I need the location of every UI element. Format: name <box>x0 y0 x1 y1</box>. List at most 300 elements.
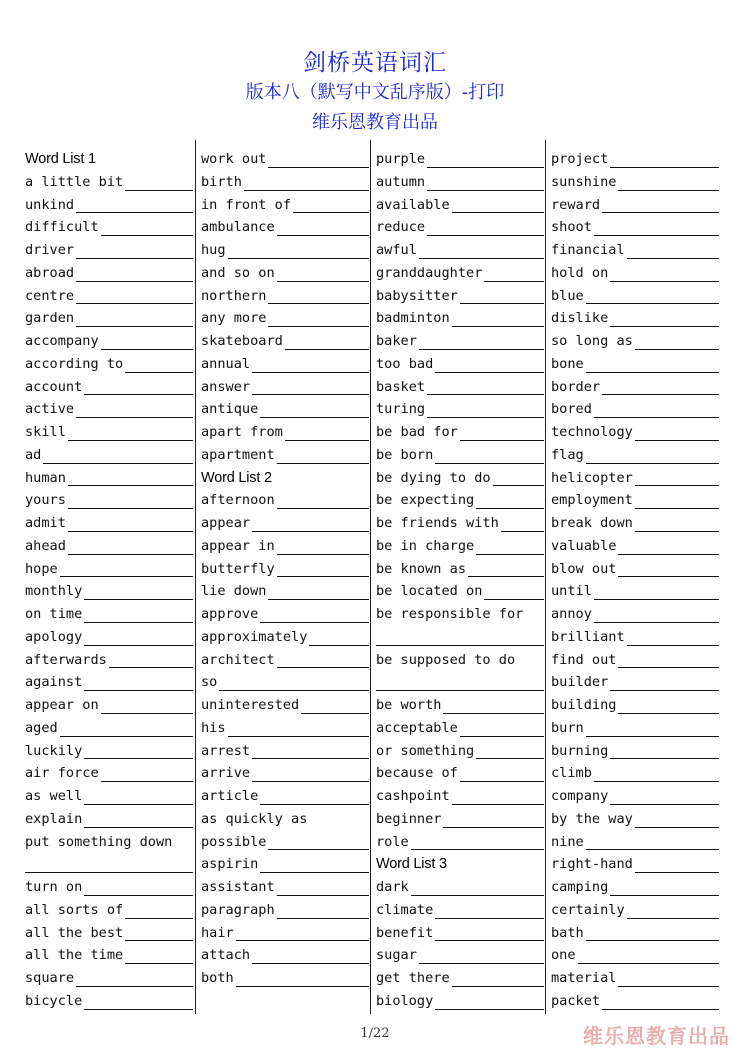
answer-blank[interactable] <box>443 697 544 714</box>
answer-blank[interactable] <box>460 720 544 737</box>
word-text: put something down <box>25 833 173 850</box>
word-row <box>551 467 719 490</box>
word-row <box>551 694 719 717</box>
answer-blank[interactable] <box>60 560 193 577</box>
answer-blank[interactable] <box>277 651 369 668</box>
word-row <box>25 831 193 854</box>
answer-blank[interactable] <box>76 196 193 213</box>
answer-blank[interactable] <box>43 447 193 464</box>
word-row <box>201 285 369 308</box>
word-row <box>376 876 544 899</box>
word-text: active <box>25 401 75 418</box>
answer-blank[interactable] <box>84 811 193 828</box>
answer-blank[interactable] <box>277 265 369 282</box>
word-text: luckily <box>25 742 83 759</box>
answer-blank[interactable] <box>594 401 719 418</box>
word-row <box>25 558 193 581</box>
word-row <box>376 194 544 217</box>
word-row <box>551 330 719 353</box>
word-row <box>25 626 193 649</box>
word-text: northern <box>201 287 267 304</box>
word-row <box>25 694 193 717</box>
answer-blank[interactable] <box>76 970 193 987</box>
word-text: because of <box>376 765 458 782</box>
answer-blank[interactable] <box>252 765 369 782</box>
answer-blank[interactable] <box>427 174 544 191</box>
answer-blank[interactable] <box>618 538 719 555</box>
answer-blank[interactable] <box>84 378 193 395</box>
answer-blank[interactable] <box>460 765 544 782</box>
answer-blank[interactable] <box>618 560 719 577</box>
word-text: reward <box>551 196 601 213</box>
answer-blank[interactable] <box>578 947 719 964</box>
answer-blank[interactable] <box>285 424 369 441</box>
answer-blank[interactable] <box>84 583 193 600</box>
answer-blank[interactable] <box>76 265 193 282</box>
word-row <box>201 603 369 626</box>
answer-blank[interactable] <box>125 356 193 373</box>
word-row <box>201 580 369 603</box>
word-row <box>376 558 544 581</box>
word-columns <box>20 140 725 1014</box>
answer-blank[interactable] <box>586 833 719 850</box>
word-text: climb <box>551 765 592 782</box>
answer-blank[interactable] <box>277 879 369 896</box>
answer-blank[interactable] <box>125 174 193 191</box>
answer-blank[interactable] <box>411 833 544 850</box>
word-text: blow out <box>551 560 617 577</box>
answer-blank[interactable] <box>68 469 193 486</box>
answer-blank[interactable] <box>228 720 369 737</box>
word-text: find out <box>551 651 617 668</box>
word-text: centre <box>25 287 75 304</box>
word-text: hair <box>201 924 234 941</box>
word-text: burning <box>551 742 609 759</box>
answer-blank[interactable] <box>376 674 544 691</box>
answer-blank[interactable] <box>427 151 544 168</box>
answer-blank[interactable] <box>586 924 719 941</box>
word-text: square <box>25 970 75 986</box>
word-text: as quickly as <box>201 810 308 827</box>
page-title: 剑桥英语词汇 <box>303 50 447 76</box>
answer-blank[interactable] <box>635 856 719 873</box>
word-text: technology <box>551 424 633 440</box>
word-text: biology <box>376 992 434 1009</box>
answer-blank[interactable] <box>268 833 369 850</box>
answer-blank[interactable] <box>476 538 544 555</box>
answer-blank[interactable] <box>419 947 544 964</box>
word-row <box>551 876 719 899</box>
word-text: be dying to do <box>376 469 491 486</box>
answer-blank[interactable] <box>610 674 719 691</box>
word-row <box>201 171 369 194</box>
word-row <box>25 603 193 626</box>
answer-blank[interactable] <box>452 310 544 327</box>
word-text: appear <box>201 515 251 531</box>
word-column-3 <box>370 140 545 1014</box>
answer-blank[interactable] <box>635 492 719 509</box>
answer-blank[interactable] <box>252 356 369 373</box>
answer-blank[interactable] <box>277 447 369 464</box>
word-text: arrest <box>201 742 251 759</box>
word-text: bone <box>551 355 584 372</box>
word-text: as well <box>25 788 83 804</box>
answer-blank[interactable] <box>618 970 719 987</box>
word-row <box>201 558 369 581</box>
answer-blank[interactable] <box>586 720 719 737</box>
word-text: be bad for <box>376 424 458 440</box>
word-text: certainly <box>551 901 625 918</box>
word-text: building <box>551 697 617 713</box>
word-row <box>25 717 193 740</box>
word-text: article <box>201 788 259 804</box>
answer-blank[interactable] <box>618 651 719 668</box>
word-text: butterfly <box>201 560 275 577</box>
answer-blank[interactable] <box>435 447 544 464</box>
answer-blank[interactable] <box>627 242 719 259</box>
answer-blank[interactable] <box>252 742 369 759</box>
answer-blank[interactable] <box>419 333 544 350</box>
answer-blank[interactable] <box>84 742 193 759</box>
answer-blank[interactable] <box>219 674 369 691</box>
word-row <box>376 762 544 785</box>
answer-blank[interactable] <box>76 401 193 418</box>
word-text: until <box>551 583 592 600</box>
word-text: and so on <box>201 264 275 281</box>
word-row <box>376 694 544 717</box>
answer-blank[interactable] <box>68 515 193 532</box>
word-row <box>551 922 719 945</box>
word-row <box>25 512 193 535</box>
word-row <box>25 285 193 308</box>
answer-blank[interactable] <box>60 720 193 737</box>
word-text: aged <box>25 719 58 736</box>
word-row <box>551 194 719 217</box>
word-text: all sorts of <box>25 901 124 918</box>
answer-blank[interactable] <box>452 196 544 213</box>
word-row <box>551 853 719 876</box>
word-text: nine <box>551 833 584 850</box>
word-row <box>25 922 193 945</box>
answer-blank[interactable] <box>101 333 193 350</box>
answer-blank[interactable] <box>268 310 369 327</box>
answer-blank[interactable] <box>76 287 193 304</box>
word-text: cashpoint <box>376 788 450 804</box>
answer-blank[interactable] <box>443 811 544 828</box>
answer-blank[interactable] <box>635 424 719 441</box>
word-row <box>551 307 719 330</box>
word-text: ad <box>25 446 42 463</box>
word-text: be supposed to do <box>376 651 516 668</box>
answer-blank[interactable] <box>252 378 369 395</box>
answer-blank[interactable] <box>277 219 369 236</box>
answer-blank[interactable] <box>84 879 193 896</box>
answer-blank[interactable] <box>68 492 193 509</box>
answer-blank[interactable] <box>460 287 544 304</box>
word-row <box>551 285 719 308</box>
word-row <box>201 489 369 512</box>
word-row <box>25 262 193 285</box>
answer-blank[interactable] <box>586 447 719 464</box>
answer-blank[interactable] <box>627 629 719 646</box>
answer-blank[interactable] <box>301 697 369 714</box>
word-text: climate <box>376 901 434 918</box>
word-row <box>551 717 719 740</box>
answer-blank[interactable] <box>476 492 544 509</box>
answer-blank[interactable] <box>452 788 544 805</box>
answer-blank[interactable] <box>610 788 719 805</box>
word-row <box>376 944 544 967</box>
answer-blank[interactable] <box>268 287 369 304</box>
answer-blank[interactable] <box>252 515 369 532</box>
word-text: monthly <box>25 583 83 600</box>
answer-blank[interactable] <box>228 242 369 259</box>
answer-blank[interactable] <box>376 629 544 646</box>
answer-blank[interactable] <box>101 765 193 782</box>
answer-blank[interactable] <box>419 242 544 259</box>
word-row <box>376 603 544 626</box>
word-text: one <box>551 947 576 964</box>
answer-blank[interactable] <box>468 560 544 577</box>
answer-line-row <box>376 626 544 649</box>
answer-blank[interactable] <box>84 993 193 1010</box>
answer-blank[interactable] <box>635 333 719 350</box>
answer-blank[interactable] <box>435 902 544 919</box>
answer-blank[interactable] <box>594 606 719 623</box>
word-row <box>376 467 544 490</box>
answer-blank[interactable] <box>76 242 193 259</box>
word-row <box>551 376 719 399</box>
word-row <box>551 762 719 785</box>
word-row <box>551 944 719 967</box>
word-text: blue <box>551 287 584 304</box>
answer-blank[interactable] <box>268 151 369 168</box>
word-text: be born <box>376 446 434 463</box>
word-row <box>376 398 544 421</box>
word-text: purple <box>376 151 426 167</box>
word-list-title: Word List 1 <box>25 151 96 167</box>
answer-blank[interactable] <box>610 742 719 759</box>
answer-blank[interactable] <box>268 583 369 600</box>
word-text: packet <box>551 992 601 1009</box>
answer-blank[interactable] <box>84 788 193 805</box>
answer-blank[interactable] <box>260 401 369 418</box>
answer-blank[interactable] <box>84 629 193 646</box>
word-row <box>201 876 369 899</box>
answer-blank[interactable] <box>484 265 544 282</box>
word-row <box>551 489 719 512</box>
answer-blank[interactable] <box>125 924 193 941</box>
word-text: or something <box>376 742 475 759</box>
answer-blank[interactable] <box>236 970 369 987</box>
word-text: dark <box>376 879 409 895</box>
word-text: turn on <box>25 879 83 895</box>
answer-blank[interactable] <box>610 265 719 282</box>
word-text: sunshine <box>551 173 617 190</box>
word-text: birth <box>201 173 242 190</box>
answer-blank[interactable] <box>427 219 544 236</box>
word-text: so <box>201 674 218 691</box>
word-row <box>201 330 369 353</box>
word-row <box>201 216 369 239</box>
word-row <box>551 171 719 194</box>
word-row <box>25 353 193 376</box>
answer-blank[interactable] <box>610 879 719 896</box>
answer-blank[interactable] <box>452 970 544 987</box>
word-text: so long as <box>551 333 633 349</box>
word-text: work out <box>201 151 267 167</box>
word-text: badminton <box>376 310 450 327</box>
answer-blank[interactable] <box>627 902 719 919</box>
word-text: lie down <box>201 583 267 600</box>
answer-blank[interactable] <box>586 356 719 373</box>
answer-blank[interactable] <box>427 401 544 418</box>
word-text: all the time <box>25 947 124 964</box>
answer-blank[interactable] <box>252 947 369 964</box>
word-row <box>376 580 544 603</box>
answer-blank[interactable] <box>594 219 719 236</box>
answer-blank[interactable] <box>435 356 544 373</box>
word-text: garden <box>25 310 75 327</box>
word-row <box>551 967 719 990</box>
word-text: project <box>551 151 609 167</box>
answer-blank[interactable] <box>460 424 544 441</box>
word-column-1 <box>20 140 195 1014</box>
answer-blank[interactable] <box>309 629 369 646</box>
answer-blank[interactable] <box>68 538 193 555</box>
word-row <box>201 194 369 217</box>
word-list-title: Word List 3 <box>376 856 447 873</box>
word-text: hug <box>201 242 226 258</box>
word-text: appear on <box>25 697 99 713</box>
answer-blank[interactable] <box>493 469 544 486</box>
word-text: helicopter <box>551 469 633 486</box>
word-row <box>551 580 719 603</box>
word-row <box>376 353 544 376</box>
word-row <box>201 740 369 763</box>
answer-blank[interactable] <box>594 583 719 600</box>
word-text: afternoon <box>201 492 275 509</box>
answer-blank[interactable] <box>411 879 544 896</box>
answer-blank[interactable] <box>277 492 369 509</box>
word-row <box>25 649 193 672</box>
answer-blank[interactable] <box>602 378 719 395</box>
answer-blank[interactable] <box>285 333 369 350</box>
word-text: his <box>201 719 226 736</box>
answer-blank[interactable] <box>602 993 719 1010</box>
word-row <box>25 671 193 694</box>
word-text: be worth <box>376 697 442 713</box>
answer-blank[interactable] <box>435 924 544 941</box>
word-text: annoy <box>551 606 592 622</box>
word-row <box>551 990 719 1013</box>
word-text: in front of <box>201 196 292 213</box>
answer-blank[interactable] <box>427 378 544 395</box>
word-row <box>551 262 719 285</box>
answer-blank[interactable] <box>68 424 193 441</box>
word-text: yours <box>25 492 66 509</box>
answer-blank[interactable] <box>101 697 193 714</box>
answer-blank[interactable] <box>260 606 369 623</box>
word-row <box>25 489 193 512</box>
answer-blank[interactable] <box>277 902 369 919</box>
word-row <box>376 649 544 672</box>
word-text: all the best <box>25 924 124 941</box>
answer-blank[interactable] <box>260 856 369 873</box>
word-row <box>376 421 544 444</box>
answer-blank[interactable] <box>602 196 719 213</box>
answer-blank[interactable] <box>25 856 193 873</box>
word-list-heading <box>201 467 369 490</box>
answer-blank[interactable] <box>84 606 193 623</box>
word-text: aspirin <box>201 856 259 873</box>
answer-blank[interactable] <box>277 538 369 555</box>
word-row <box>201 967 369 990</box>
answer-blank[interactable] <box>109 651 193 668</box>
answer-line-row <box>376 671 544 694</box>
answer-blank[interactable] <box>594 765 719 782</box>
answer-blank[interactable] <box>635 811 719 828</box>
word-text: builder <box>551 674 609 691</box>
answer-blank[interactable] <box>618 174 719 191</box>
answer-blank[interactable] <box>618 697 719 714</box>
answer-blank[interactable] <box>125 947 193 964</box>
answer-blank[interactable] <box>101 219 193 236</box>
answer-blank[interactable] <box>484 583 544 600</box>
answer-blank[interactable] <box>435 993 544 1010</box>
word-row <box>201 421 369 444</box>
word-row <box>25 762 193 785</box>
answer-blank[interactable] <box>277 560 369 577</box>
word-row <box>25 467 193 490</box>
word-text: beginner <box>376 810 442 827</box>
word-row <box>551 239 719 262</box>
word-text: flag <box>551 446 584 463</box>
word-row <box>376 808 544 831</box>
word-row <box>25 376 193 399</box>
answer-blank[interactable] <box>125 902 193 919</box>
word-text: be responsible for <box>376 606 524 622</box>
word-row <box>25 330 193 353</box>
answer-blank[interactable] <box>260 788 369 805</box>
answer-blank[interactable] <box>610 151 719 168</box>
answer-blank[interactable] <box>244 174 369 191</box>
word-row <box>201 398 369 421</box>
word-text: a little bit <box>25 173 124 190</box>
answer-blank[interactable] <box>76 310 193 327</box>
word-row <box>25 535 193 558</box>
answer-blank[interactable] <box>293 196 369 213</box>
word-row <box>551 535 719 558</box>
word-row <box>201 376 369 399</box>
answer-blank[interactable] <box>84 674 193 691</box>
word-row <box>376 171 544 194</box>
word-text: benefit <box>376 924 434 941</box>
word-row <box>376 922 544 945</box>
word-row <box>201 626 369 649</box>
word-row <box>201 785 369 808</box>
word-text: apart from <box>201 424 283 440</box>
answer-blank[interactable] <box>586 287 719 304</box>
answer-blank[interactable] <box>236 924 369 941</box>
answer-blank[interactable] <box>476 742 544 759</box>
answer-blank[interactable] <box>501 515 544 532</box>
word-text: annual <box>201 355 251 372</box>
answer-blank[interactable] <box>635 469 719 486</box>
word-row <box>25 580 193 603</box>
answer-blank[interactable] <box>635 515 719 532</box>
answer-blank[interactable] <box>610 310 719 327</box>
